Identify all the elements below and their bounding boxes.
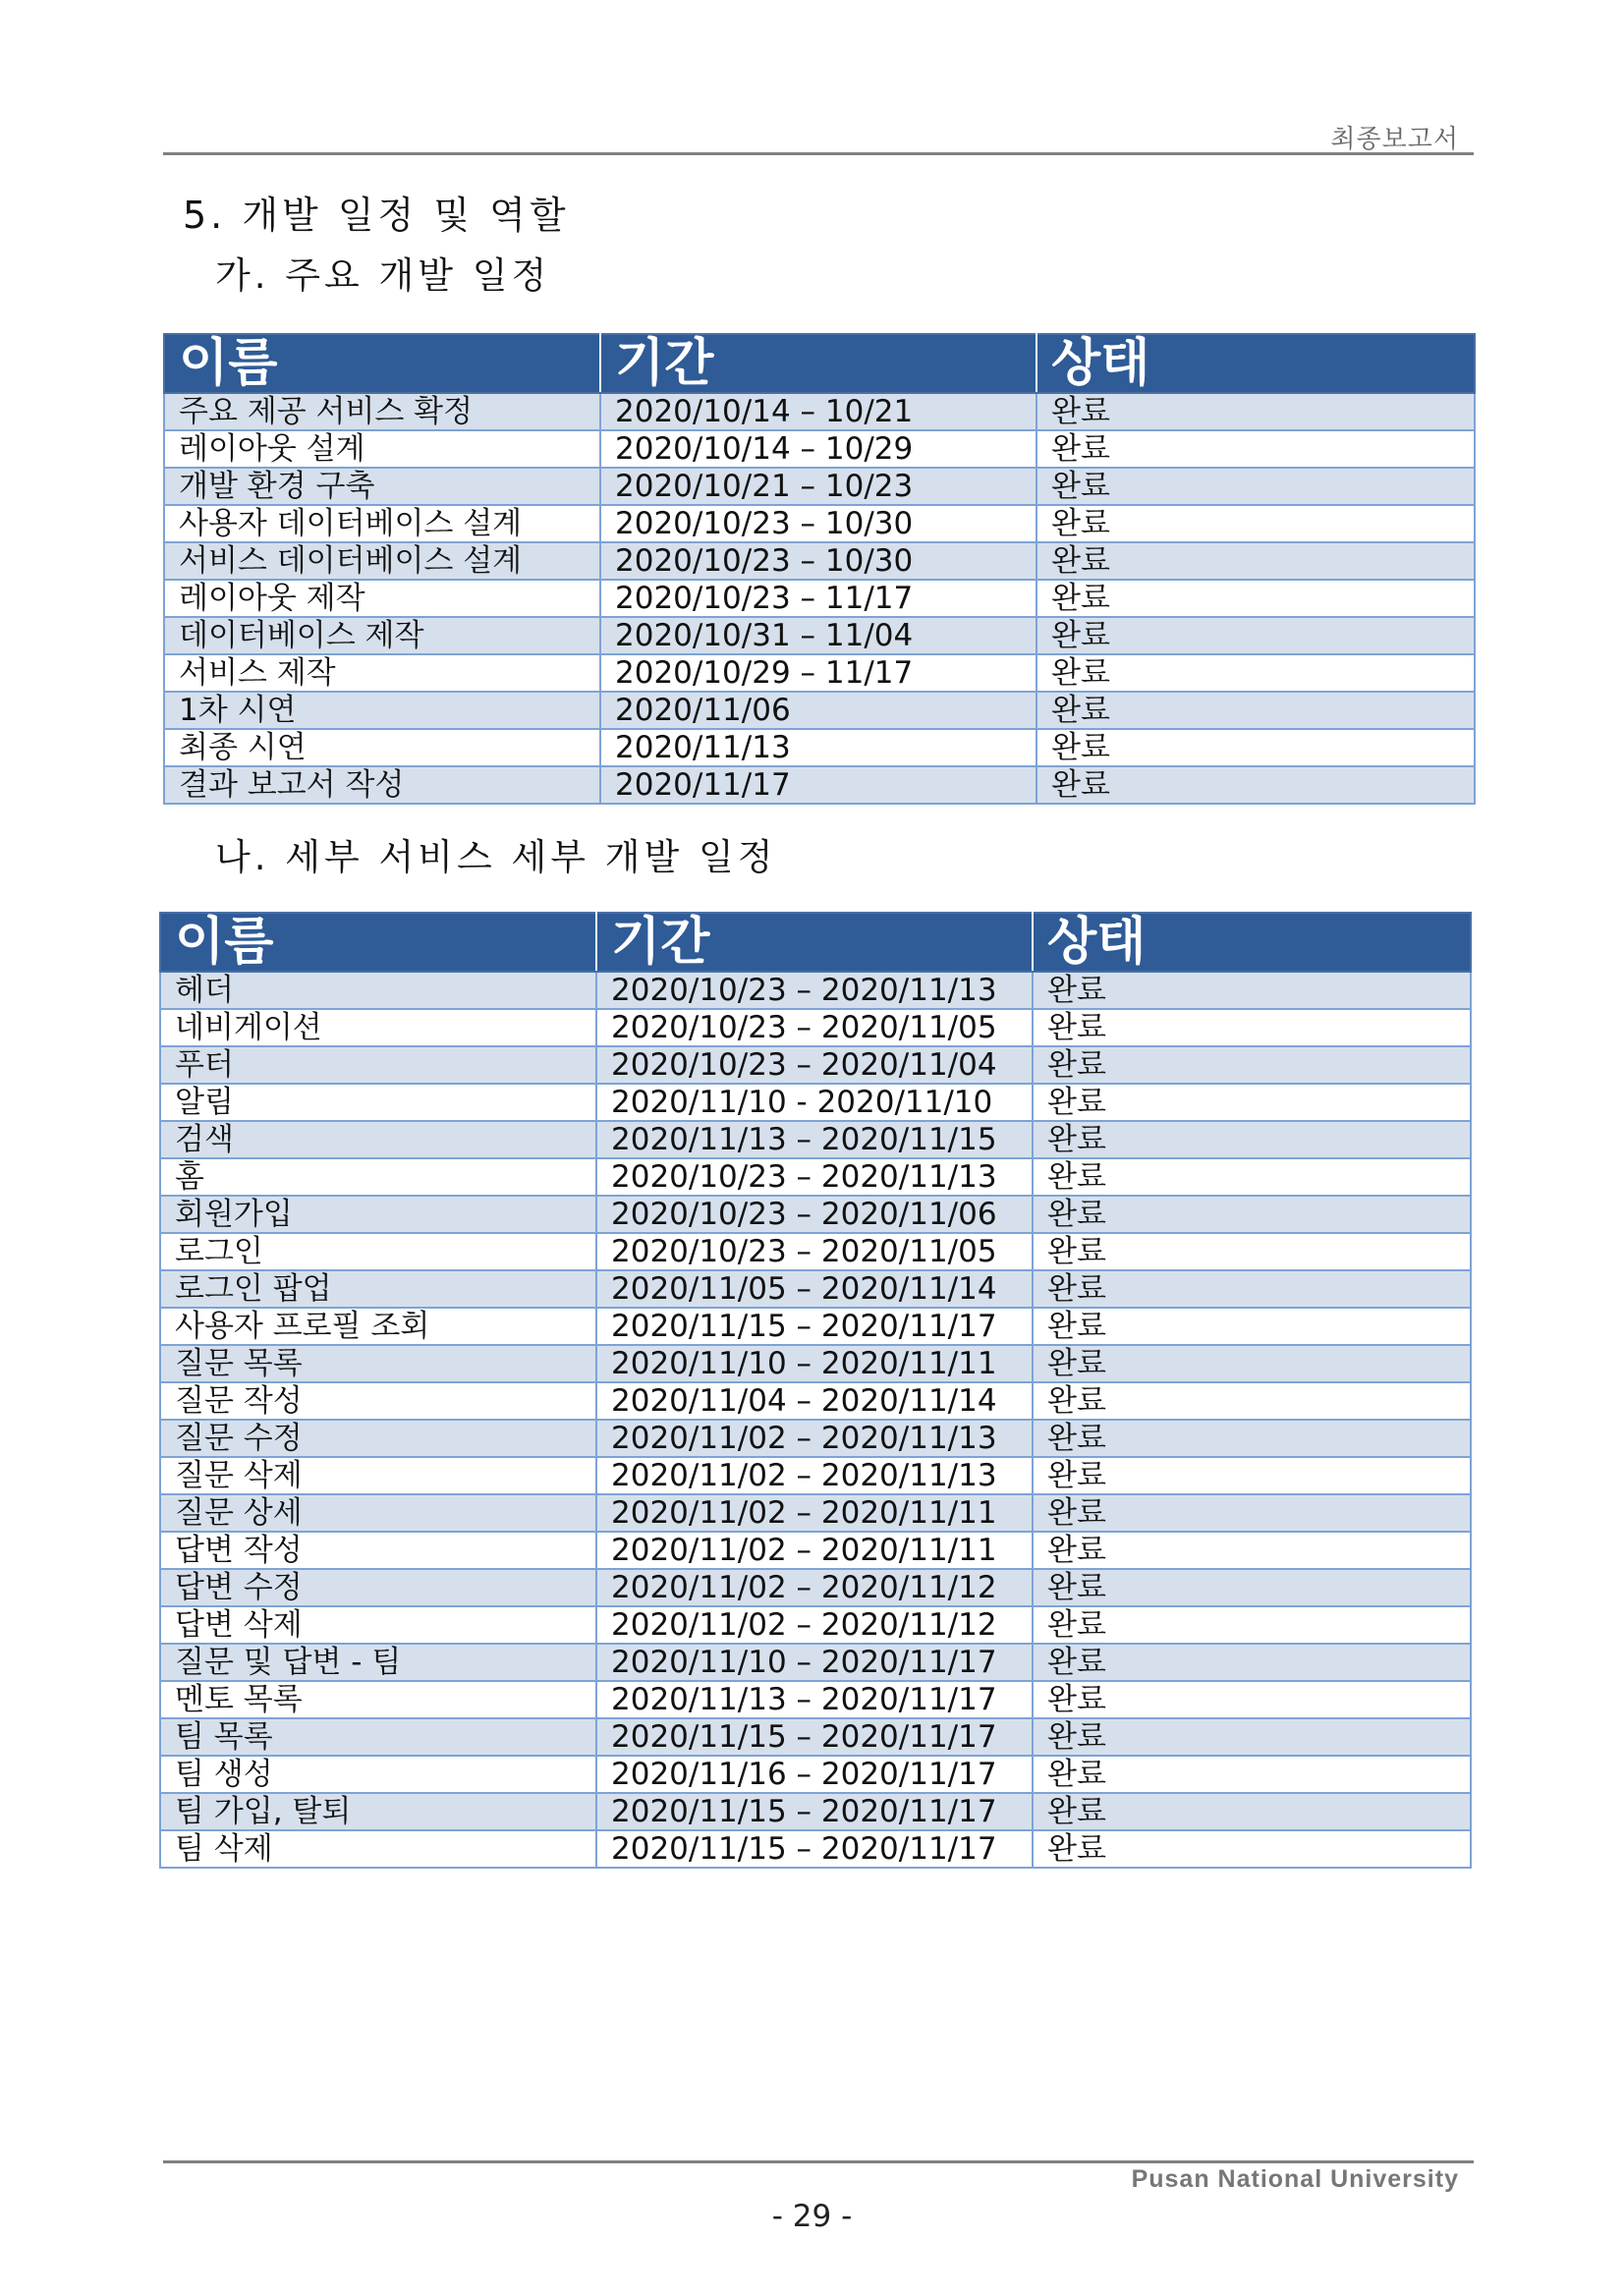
- cell-status: 완료: [1033, 1009, 1471, 1046]
- column-header-name: 이름: [160, 913, 596, 972]
- cell-period: 2020/10/23 – 2020/11/13: [596, 972, 1033, 1009]
- table-row: [160, 1382, 1471, 1420]
- cell-period: 2020/11/13 – 2020/11/17: [596, 1681, 1033, 1718]
- cell-status: 완료: [1033, 1158, 1471, 1196]
- cell-status: 완료: [1036, 729, 1475, 766]
- cell-name: 사용자 프로필 조회: [160, 1308, 596, 1345]
- cell-status: 완료: [1033, 1084, 1471, 1121]
- main-schedule-body: [164, 393, 1475, 804]
- cell-name: 개발 환경 구축: [164, 468, 600, 505]
- cell-name: 로그인 팝업: [160, 1270, 596, 1308]
- cell-period: 2020/11/10 - 2020/11/10: [596, 1084, 1033, 1121]
- table-row: [160, 1084, 1471, 1121]
- cell-status: 완료: [1033, 1756, 1471, 1793]
- table-row: [160, 1457, 1471, 1494]
- table-row: [160, 1270, 1471, 1308]
- column-header-name: 이름: [164, 334, 600, 393]
- cell-period: 2020/11/02 – 2020/11/13: [596, 1457, 1033, 1494]
- section-title: 5. 개발 일정 및 역할: [183, 194, 570, 237]
- cell-name: 네비게이션: [160, 1009, 596, 1046]
- cell-status: 완료: [1033, 1270, 1471, 1308]
- cell-period: 2020/11/13 – 2020/11/15: [596, 1121, 1033, 1158]
- cell-status: 완료: [1036, 617, 1475, 654]
- cell-period: 2020/10/23 – 11/17: [600, 580, 1036, 617]
- cell-period: 2020/10/14 – 10/29: [600, 430, 1036, 468]
- running-header: 최종보고서: [1330, 125, 1459, 154]
- table-header-row: [164, 334, 1475, 393]
- cell-period: 2020/11/15 – 2020/11/17: [596, 1308, 1033, 1345]
- cell-name: 주요 제공 서비스 확정: [164, 393, 600, 430]
- cell-name: 멘토 목록: [160, 1681, 596, 1718]
- cell-name: 답변 작성: [160, 1532, 596, 1569]
- table-row: [160, 1756, 1471, 1793]
- table-row: [164, 654, 1475, 692]
- cell-name: 회원가입: [160, 1196, 596, 1233]
- cell-period: 2020/11/13: [600, 729, 1036, 766]
- cell-period: 2020/10/31 – 11/04: [600, 617, 1036, 654]
- cell-status: 완료: [1033, 1046, 1471, 1084]
- cell-name: 사용자 데이터베이스 설계: [164, 505, 600, 542]
- cell-period: 2020/10/14 – 10/21: [600, 393, 1036, 430]
- cell-period: 2020/10/23 – 10/30: [600, 505, 1036, 542]
- cell-name: 알림: [160, 1084, 596, 1121]
- table-row: [164, 542, 1475, 580]
- cell-status: 완료: [1033, 1420, 1471, 1457]
- cell-period: 2020/11/17: [600, 766, 1036, 804]
- cell-name: 팀 삭제: [160, 1830, 596, 1868]
- table-row: [160, 1644, 1471, 1681]
- cell-period: 2020/10/23 – 10/30: [600, 542, 1036, 580]
- cell-status: 완료: [1033, 1457, 1471, 1494]
- cell-name: 검색: [160, 1121, 596, 1158]
- cell-name: 1차 시연: [164, 692, 600, 729]
- cell-status: 완료: [1033, 1532, 1471, 1569]
- cell-name: 질문 및 답변 - 팀: [160, 1644, 596, 1681]
- cell-name: 팀 목록: [160, 1718, 596, 1756]
- cell-period: 2020/10/23 – 2020/11/06: [596, 1196, 1033, 1233]
- cell-status: 완료: [1036, 505, 1475, 542]
- table-row: [160, 1569, 1471, 1606]
- cell-name: 레이아웃 설계: [164, 430, 600, 468]
- footer-university: Pusan National University: [1131, 2165, 1459, 2193]
- cell-status: 완료: [1036, 542, 1475, 580]
- cell-period: 2020/11/10 – 2020/11/17: [596, 1644, 1033, 1681]
- page-number: - 29 -: [771, 2199, 853, 2234]
- table-row: [164, 430, 1475, 468]
- cell-status: 완료: [1033, 1569, 1471, 1606]
- column-header-period: 기간: [600, 334, 1036, 393]
- table-row: [160, 1718, 1471, 1756]
- cell-status: 완료: [1033, 1233, 1471, 1270]
- cell-status: 완료: [1033, 1494, 1471, 1532]
- cell-period: 2020/11/02 – 2020/11/11: [596, 1532, 1033, 1569]
- cell-name: 데이터베이스 제작: [164, 617, 600, 654]
- table-row: [160, 1308, 1471, 1345]
- cell-status: 완료: [1036, 580, 1475, 617]
- cell-status: 완료: [1033, 972, 1471, 1009]
- table-row: [160, 972, 1471, 1009]
- table-row: [164, 729, 1475, 766]
- table-row: [160, 1793, 1471, 1830]
- table-row: [164, 766, 1475, 804]
- cell-name: 서비스 제작: [164, 654, 600, 692]
- cell-period: 2020/11/02 – 2020/11/11: [596, 1494, 1033, 1532]
- table-row: [160, 1009, 1471, 1046]
- cell-name: 질문 상세: [160, 1494, 596, 1532]
- cell-status: 완료: [1033, 1830, 1471, 1868]
- table-row: [160, 1158, 1471, 1196]
- cell-status: 완료: [1033, 1644, 1471, 1681]
- cell-name: 로그인: [160, 1233, 596, 1270]
- cell-period: 2020/11/06: [600, 692, 1036, 729]
- subsection-title-detail: 나. 세부 서비스 세부 개발 일정: [215, 836, 777, 878]
- cell-name: 질문 작성: [160, 1382, 596, 1420]
- cell-period: 2020/10/23 – 2020/11/05: [596, 1009, 1033, 1046]
- cell-period: 2020/11/04 – 2020/11/14: [596, 1382, 1033, 1420]
- cell-name: 홈: [160, 1158, 596, 1196]
- cell-period: 2020/11/15 – 2020/11/17: [596, 1718, 1033, 1756]
- cell-status: 완료: [1033, 1681, 1471, 1718]
- cell-period: 2020/11/02 – 2020/11/12: [596, 1569, 1033, 1606]
- table-row: [160, 1420, 1471, 1457]
- cell-status: 완료: [1033, 1121, 1471, 1158]
- subsection-title-main: 가. 주요 개발 일정: [215, 254, 551, 297]
- table-row: [160, 1830, 1471, 1868]
- cell-status: 완료: [1036, 393, 1475, 430]
- cell-status: 완료: [1036, 766, 1475, 804]
- cell-name: 헤더: [160, 972, 596, 1009]
- cell-name: 질문 목록: [160, 1345, 596, 1382]
- table-header-row: [160, 913, 1471, 972]
- cell-period: 2020/10/23 – 2020/11/05: [596, 1233, 1033, 1270]
- cell-status: 완료: [1033, 1196, 1471, 1233]
- cell-name: 최종 시연: [164, 729, 600, 766]
- cell-name: 답변 삭제: [160, 1606, 596, 1644]
- column-header-status: 상태: [1033, 913, 1471, 972]
- column-header-status: 상태: [1036, 334, 1475, 393]
- cell-status: 완료: [1033, 1382, 1471, 1420]
- column-header-period: 기간: [596, 913, 1033, 972]
- table-row: [160, 1046, 1471, 1084]
- cell-name: 답변 수정: [160, 1569, 596, 1606]
- cell-name: 서비스 데이터베이스 설계: [164, 542, 600, 580]
- cell-status: 완료: [1033, 1308, 1471, 1345]
- cell-period: 2020/10/23 – 2020/11/13: [596, 1158, 1033, 1196]
- detail-schedule-body: [160, 972, 1471, 1868]
- table-row: [164, 580, 1475, 617]
- cell-name: 팀 생성: [160, 1756, 596, 1793]
- cell-status: 완료: [1033, 1345, 1471, 1382]
- cell-name: 레이아웃 제작: [164, 580, 600, 617]
- cell-period: 2020/11/05 – 2020/11/14: [596, 1270, 1033, 1308]
- table-row: [164, 468, 1475, 505]
- cell-status: 완료: [1036, 692, 1475, 729]
- table-row: [164, 692, 1475, 729]
- cell-status: 완료: [1033, 1793, 1471, 1830]
- cell-period: 2020/10/21 – 10/23: [600, 468, 1036, 505]
- cell-name: 질문 수정: [160, 1420, 596, 1457]
- detail-schedule-table: [159, 912, 1472, 1869]
- cell-status: 완료: [1033, 1606, 1471, 1644]
- cell-period: 2020/10/29 – 11/17: [600, 654, 1036, 692]
- cell-period: 2020/11/15 – 2020/11/17: [596, 1793, 1033, 1830]
- cell-status: 완료: [1036, 430, 1475, 468]
- cell-period: 2020/11/02 – 2020/11/13: [596, 1420, 1033, 1457]
- table-row: [164, 617, 1475, 654]
- footer-rule: [163, 2160, 1474, 2163]
- table-row: [160, 1494, 1471, 1532]
- cell-name: 질문 삭제: [160, 1457, 596, 1494]
- cell-period: 2020/11/16 – 2020/11/17: [596, 1756, 1033, 1793]
- table-row: [160, 1345, 1471, 1382]
- cell-name: 팀 가입, 탈퇴: [160, 1793, 596, 1830]
- cell-name: 결과 보고서 작성: [164, 766, 600, 804]
- cell-status: 완료: [1036, 654, 1475, 692]
- cell-status: 완료: [1036, 468, 1475, 505]
- table-row: [160, 1606, 1471, 1644]
- main-schedule-table: [163, 333, 1476, 805]
- cell-name: 푸터: [160, 1046, 596, 1084]
- header-rule: [163, 152, 1474, 155]
- table-row: [164, 505, 1475, 542]
- table-row: [160, 1532, 1471, 1569]
- cell-period: 2020/10/23 – 2020/11/04: [596, 1046, 1033, 1084]
- cell-period: 2020/11/02 – 2020/11/12: [596, 1606, 1033, 1644]
- cell-status: 완료: [1033, 1718, 1471, 1756]
- cell-period: 2020/11/10 – 2020/11/11: [596, 1345, 1033, 1382]
- cell-period: 2020/11/15 – 2020/11/17: [596, 1830, 1033, 1868]
- table-row: [160, 1233, 1471, 1270]
- table-row: [164, 393, 1475, 430]
- table-row: [160, 1681, 1471, 1718]
- table-row: [160, 1196, 1471, 1233]
- table-row: [160, 1121, 1471, 1158]
